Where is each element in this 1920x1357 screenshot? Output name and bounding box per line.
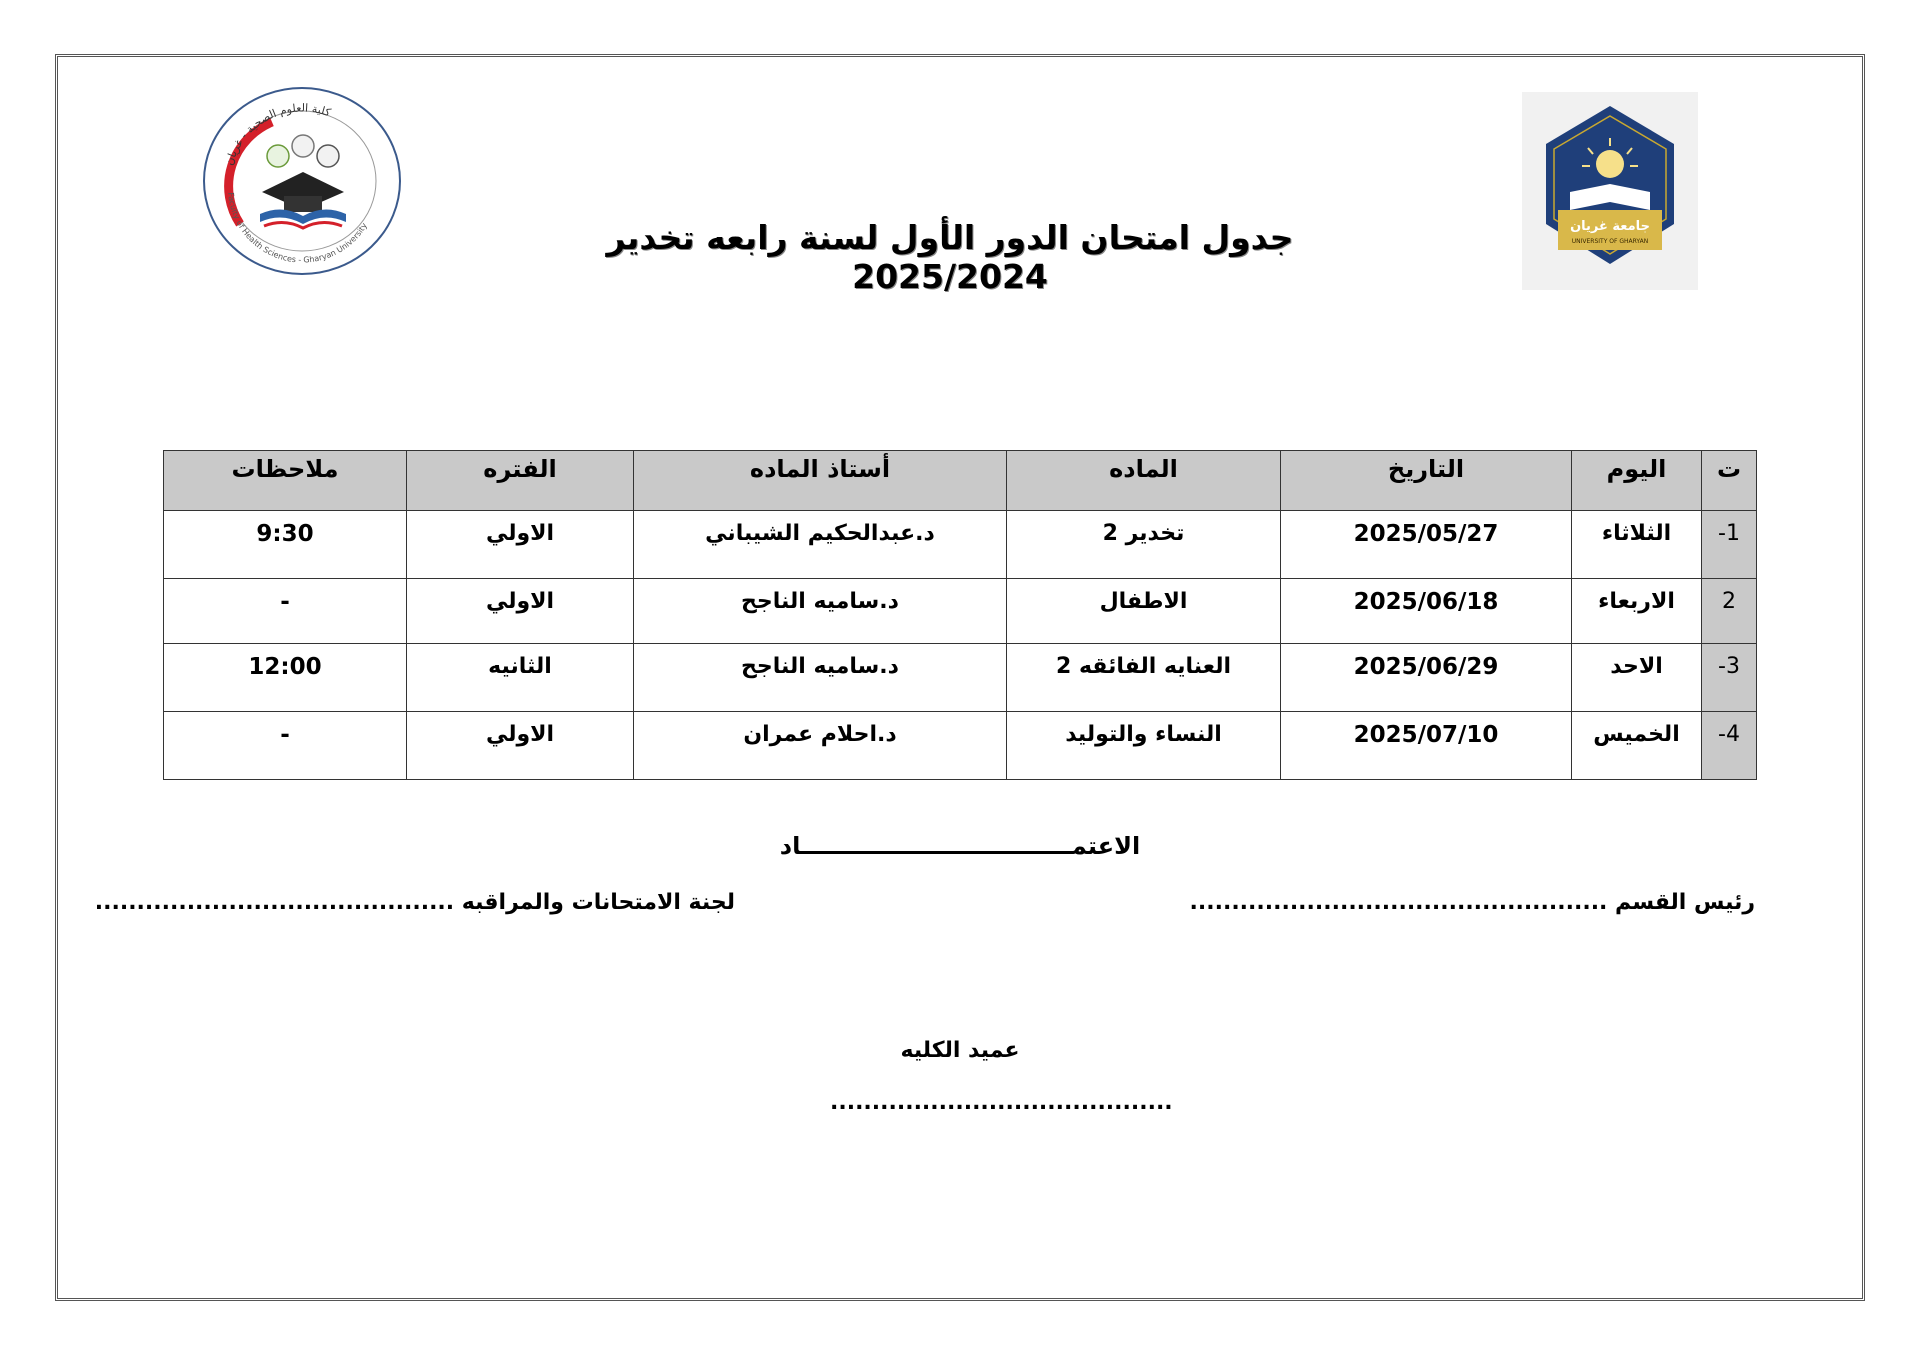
cell-subject: النساء والتوليد [1007, 712, 1281, 780]
table-row [164, 644, 1757, 712]
cell-subject: العنايه الفائقه 2 [1007, 644, 1281, 712]
cell-index: 3- [1702, 644, 1757, 712]
cell-period: الاولي [407, 712, 634, 780]
seal-arc-text-top: كلية العلوم الصحية - غريان [222, 101, 333, 167]
dean-signature-line: ......................................... [830, 1090, 1173, 1115]
cell-period: الثانيه [407, 644, 634, 712]
cell-index: 4- [1702, 712, 1757, 780]
cell-subject: تخدير 2 [1007, 511, 1281, 579]
table-header-row [164, 451, 1757, 511]
cell-day: الاربعاء [1572, 579, 1702, 644]
header-day: اليوم [1572, 451, 1702, 511]
cell-note: - [164, 712, 407, 780]
cell-teacher: د.ساميه الناجح [634, 644, 1007, 712]
cell-teacher: د.ساميه الناجح [634, 579, 1007, 644]
seal-arc-text-bottom: Faculty of Health Sciences - Gharyan University [226, 191, 369, 265]
cell-day: الثلاثاء [1572, 511, 1702, 579]
cell-subject: الاطفال [1007, 579, 1281, 644]
exam-schedule-table [163, 450, 1757, 780]
cell-index: 2 [1702, 579, 1757, 644]
cell-teacher: د.احلام عمران [634, 712, 1007, 780]
cell-note: 12:00 [164, 644, 407, 712]
department-head-signature: رئيس القسم .................................................. [1189, 890, 1755, 915]
table-row [164, 511, 1757, 579]
emblem-english-text: UNIVERSITY OF GHARYAN [1571, 238, 1649, 245]
faculty-seal-logo [200, 84, 405, 278]
cell-note: 9:30 [164, 511, 407, 579]
cell-date: 2025/07/10 [1281, 712, 1572, 780]
university-emblem-logo [1522, 92, 1698, 290]
cell-period: الاولي [407, 579, 634, 644]
cell-index: 1- [1702, 511, 1757, 579]
header-date: التاريخ [1281, 451, 1572, 511]
cell-note: - [164, 579, 407, 644]
exam-committee-signature: لجنة الامتحانات والمراقبه ........................................... [94, 890, 735, 915]
approval-heading: الاعتمـــــــــــــــــــــــــــــــــاد [779, 832, 1141, 860]
page-title: جدول امتحان الدور الأول لسنة رابعه تخدير 2025/2024 [606, 218, 1294, 296]
header-subject: الماده [1007, 451, 1281, 511]
cell-date: 2025/05/27 [1281, 511, 1572, 579]
table-row [164, 712, 1757, 780]
header-index: ت [1702, 451, 1757, 511]
cell-day: الخميس [1572, 712, 1702, 780]
cell-date: 2025/06/18 [1281, 579, 1572, 644]
dean-label: عميد الكليه [900, 1038, 1020, 1063]
cell-day: الاحد [1572, 644, 1702, 712]
header-teacher: أستاذ الماده [634, 451, 1007, 511]
header-notes: ملاحظات [164, 451, 407, 511]
cell-period: الاولي [407, 511, 634, 579]
table-row [164, 579, 1757, 644]
cell-date: 2025/06/29 [1281, 644, 1572, 712]
emblem-arabic-text: جامعة غريان [1570, 219, 1650, 234]
cell-teacher: د.عبدالحكيم الشيباني [634, 511, 1007, 579]
header-period: الفتره [407, 451, 634, 511]
